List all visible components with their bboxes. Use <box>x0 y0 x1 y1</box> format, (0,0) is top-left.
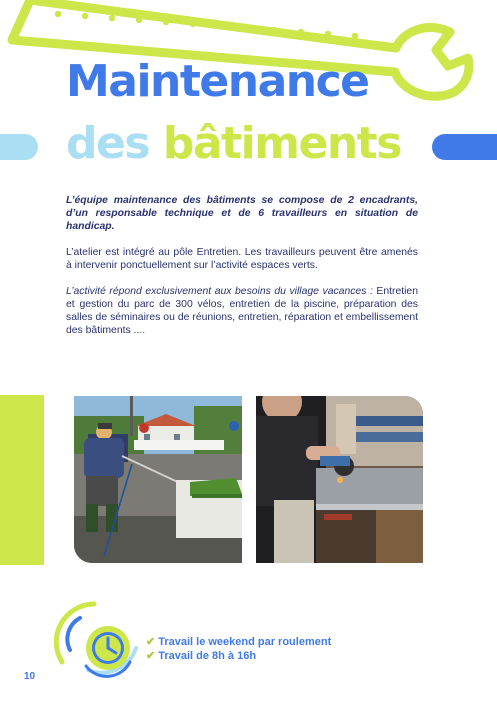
clock-icon <box>50 598 140 678</box>
check-icon: ✔ <box>146 650 156 662</box>
paragraph-atelier: L’atelier est intégré au pôle Entretien. Les travailleurs peuvent être amenés à intervenir ponctuellement sur l’activité espaces verts. <box>66 247 418 271</box>
photo-workshop-grinding <box>256 396 423 563</box>
schedule-item-label: Travail de 8h à 16h <box>158 650 257 662</box>
page-number: 10 <box>24 671 36 682</box>
schedule-item <box>146 649 331 663</box>
title-word-batiments: bâtiments <box>162 118 401 169</box>
schedule-item <box>146 635 331 649</box>
paragraph-activity <box>66 285 418 337</box>
decorative-pill-right <box>432 134 497 160</box>
schedule-info <box>146 635 331 663</box>
check-icon: ✔ <box>146 636 156 648</box>
page-title-line1: Maintenance <box>66 56 369 107</box>
decorative-pill-left <box>0 134 38 160</box>
paragraph-activity-intro: L’activité répond exclusivement aux besoins du village vacances : <box>66 286 373 297</box>
paragraph-activity-list: Entretien et gestion du parc de 300 vélos, entretien de la piscine, préparation des salles de séminaires ou de réunions, entretien, réparation et embellissement des bâtiments .... <box>66 286 418 336</box>
schedule-item-label: Travail le weekend par roulement <box>158 636 332 648</box>
photo-pressure-washing <box>74 396 242 563</box>
decorative-green-bar <box>0 395 44 565</box>
title-word-des: des <box>66 118 150 169</box>
description-text <box>66 194 418 350</box>
paragraph-team: L’équipe maintenance des bâtiments se compose de 2 encadrants, d’un responsable technique et de 6 travailleurs en situation de handicap. <box>66 195 418 232</box>
page-title-line2 <box>66 118 401 169</box>
